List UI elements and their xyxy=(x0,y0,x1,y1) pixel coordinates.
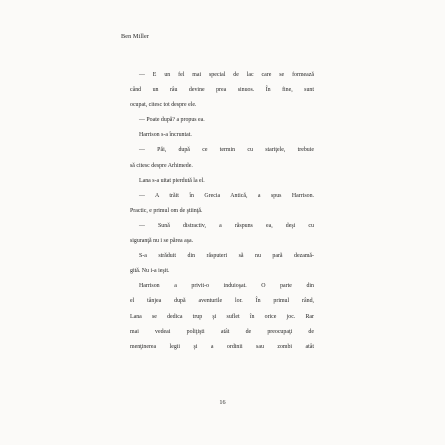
text-line: menţinerea legii şi a ordinii sau zombi atât xyxy=(130,343,314,350)
text-line: mai vedeai poliţişti atât de preocupaţi de xyxy=(130,328,314,335)
text-line: gită. Nu i-a ieşit. xyxy=(130,268,170,275)
text-line: Lana s-a uitat pierdută la el. xyxy=(139,177,205,184)
running-head-author: Ben Miller xyxy=(121,33,149,40)
text-line: — E un fel mai special de lac care se formează xyxy=(139,72,314,78)
page-number: 16 xyxy=(219,399,226,406)
text-line: el tânjea după aventurile lor. În primul rând, xyxy=(130,298,314,305)
text-line: Harrison a privit-o induioşat. O parte din xyxy=(139,283,314,290)
text-line: S-a străduit din răsputeri să nu pară dezamă- xyxy=(139,253,314,260)
text-line: siguranţă nu i se părea aşa. xyxy=(130,238,194,245)
text-line: când un râu devine prea sinuos. În fine, sunt xyxy=(130,87,314,94)
text-line: — Sună distractiv, a răspuns ea, deşi cu xyxy=(139,222,314,229)
body-text xyxy=(130,68,314,355)
text-line: Practic, e primul om de ştiinţă. xyxy=(130,207,203,214)
text-line: — A trăit în Grecia Antică, a spus Harrison. xyxy=(139,192,314,199)
text-line: — Poate după? a propus ea. xyxy=(139,117,205,124)
text-line: să citesc despre Arhimede. xyxy=(130,162,193,169)
text-line: — Păi, după ce termin cu stariţele, trebuie xyxy=(139,147,314,154)
text-line: Lana se dedica trup şi suflet în orice joc. Rar xyxy=(130,313,314,320)
text-line: ocupat, citesc tot despre ele. xyxy=(130,102,197,109)
text-line: Harrison s-a încruntat. xyxy=(139,132,192,139)
